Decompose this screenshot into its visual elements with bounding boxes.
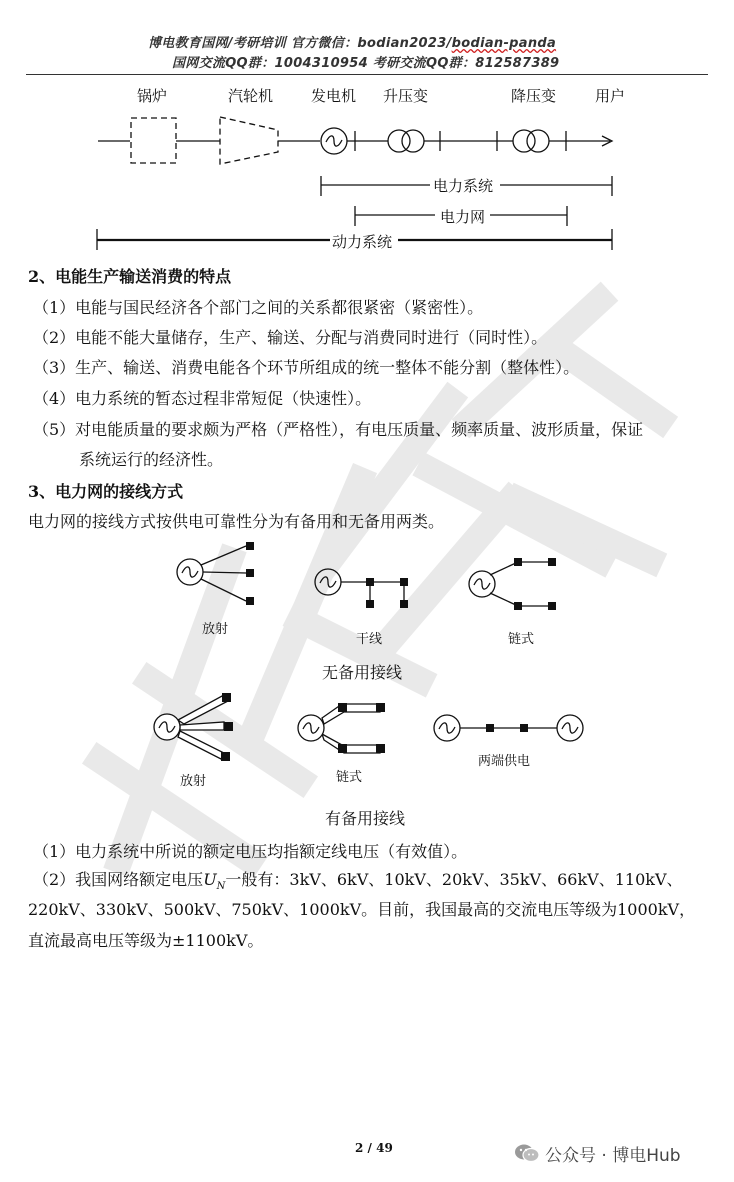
label-no-backup-radial: 放射	[202, 622, 229, 637]
label-boiler: 锅炉	[137, 87, 168, 105]
section3-intro: 电力网的接线方式按供电可靠性分为有备用和无备用两类。	[28, 512, 445, 531]
header-line1: 博电教育国网/考研培训 官方微信：bodian2023/bodian-panda	[148, 36, 557, 51]
no-backup-diagrams	[0, 530, 734, 630]
label-no-backup-chain: 链式	[508, 632, 535, 647]
label-stepdown: 降压变	[511, 87, 557, 105]
wechat-account-name: 公众号 · 博电Hub	[545, 1145, 681, 1166]
page-number: 2 / 49	[355, 1141, 393, 1155]
note-2-line1: （2）我国网络额定电压$U_N$一般有：3kV、6kV、10kV、20kV、35kV、66kV、110kV、	[33, 870, 683, 893]
header-rule	[26, 74, 708, 75]
wechat-icon	[513, 1142, 541, 1164]
stepdown-transformer-b	[527, 130, 549, 152]
range-dynamic-system: 动力系统	[332, 233, 393, 251]
label-backup-chain: 链式	[336, 770, 363, 785]
header-wechat2: bodian-panda	[451, 36, 557, 51]
section3-title: 3、电力网的接线方式	[28, 482, 184, 501]
section2-item-3: （3）生产、输送、消费电能各个环节所组成的统一整体不能分割（整体性）。	[33, 358, 580, 377]
stepdown-transformer-a	[513, 130, 535, 152]
label-user: 用户	[595, 87, 626, 105]
boiler-box	[131, 118, 176, 163]
section2-item-5-cont: 系统运行的经济性。	[79, 450, 224, 469]
header-line2: 国网交流QQ群：1004310954 考研交流QQ群：812587389	[172, 56, 560, 71]
section2-item-5: （5）对电能质量的要求颇为严格（严格性），有电压质量、频率质量、波形质量，保证	[33, 420, 644, 439]
caption-backup: 有备用接线	[325, 809, 406, 828]
label-turbine: 汽轮机	[228, 87, 274, 105]
rated-voltage-symbol: U	[203, 870, 217, 889]
note-2-line2: 220kV、330kV、500kV、750kV、1000kV。目前，我国最高的交流电压等级为1000kV，	[28, 900, 696, 919]
stepup-transformer-a	[388, 130, 410, 152]
backup-diagrams	[0, 690, 734, 770]
section2-item-1: （1）电能与国民经济各个部门之间的关系都很紧密（紧密性）。	[33, 298, 484, 317]
label-backup-radial: 放射	[180, 774, 207, 789]
stepup-transformer-b	[402, 130, 424, 152]
label-no-backup-trunk: 干线	[356, 632, 383, 647]
label-backup-double-end: 两端供电	[478, 754, 531, 769]
caption-no-backup: 无备用接线	[322, 663, 403, 682]
section2-item-2: （2）电能不能大量储存，生产、输送、分配与消费同时进行（同时性）。	[33, 328, 548, 347]
note-1: （1）电力系统中所说的额定电压均指额定线电压（有效值）。	[33, 842, 468, 861]
section2-item-4: （4）电力系统的暂态过程非常短促（快速性）。	[33, 389, 372, 408]
label-generator: 发电机	[311, 87, 357, 105]
section2-title: 2、电能生产输送消费的特点	[28, 267, 232, 286]
turbine-shape	[220, 117, 278, 164]
range-power-system: 电力系统	[433, 177, 494, 195]
note-2-line3: 直流最高电压等级为±1100kV。	[28, 931, 264, 950]
range-power-grid: 电力网	[440, 208, 486, 226]
wechat-badge	[513, 1140, 681, 1166]
label-stepup: 升压变	[383, 87, 429, 105]
